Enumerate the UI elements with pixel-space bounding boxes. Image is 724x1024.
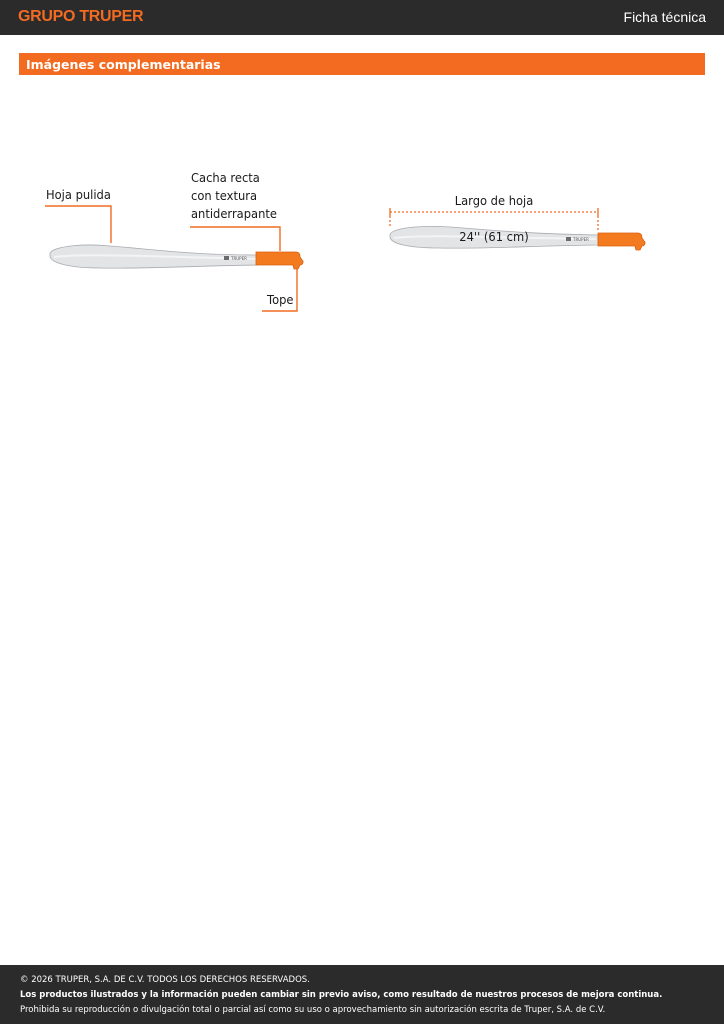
callout-handle: Cacha recta con textura antiderrapante (191, 170, 277, 221)
footer-copyright: © 2026 TRUPER, S.A. DE C.V. TODOS LOS DERECHOS RESERVADOS. (20, 975, 310, 985)
callout-stop: Tope (267, 292, 294, 307)
machete-handle-shape-2 (598, 233, 645, 250)
machete-dimensions-figure (380, 170, 655, 260)
document-type-label: Ficha técnica (623, 9, 706, 25)
section-title: Imágenes complementarias (26, 57, 221, 72)
blade-length-value: 24'' (61 cm) (459, 229, 529, 244)
section-header (19, 53, 705, 75)
blade-length-label (430, 174, 559, 264)
blade-brand-mark-2: TRUPER (573, 237, 589, 242)
top-bar (0, 0, 724, 35)
footer (0, 965, 724, 1024)
grupo-truper-logo: GRUPO TRUPER (18, 8, 144, 25)
footer-prohibition: Prohibida su reproducción o divulgación total o parcial así como su uso o aprovechamiento sin autorización escrita de Truper, S.A. de C.V. (20, 1005, 606, 1015)
blade-length-title: Largo de hoja (454, 193, 534, 208)
blade-brand-mark: TRUPER (231, 256, 247, 261)
callout-blade: Hoja pulida (46, 187, 111, 202)
machete-features-figure (40, 165, 310, 315)
machete-handle-shape (256, 252, 303, 269)
footer-notice: Los productos ilustrados y la información pueden cambiar sin previo aviso, como resultado de nuestros procesos de mejora continua. (20, 990, 663, 1000)
